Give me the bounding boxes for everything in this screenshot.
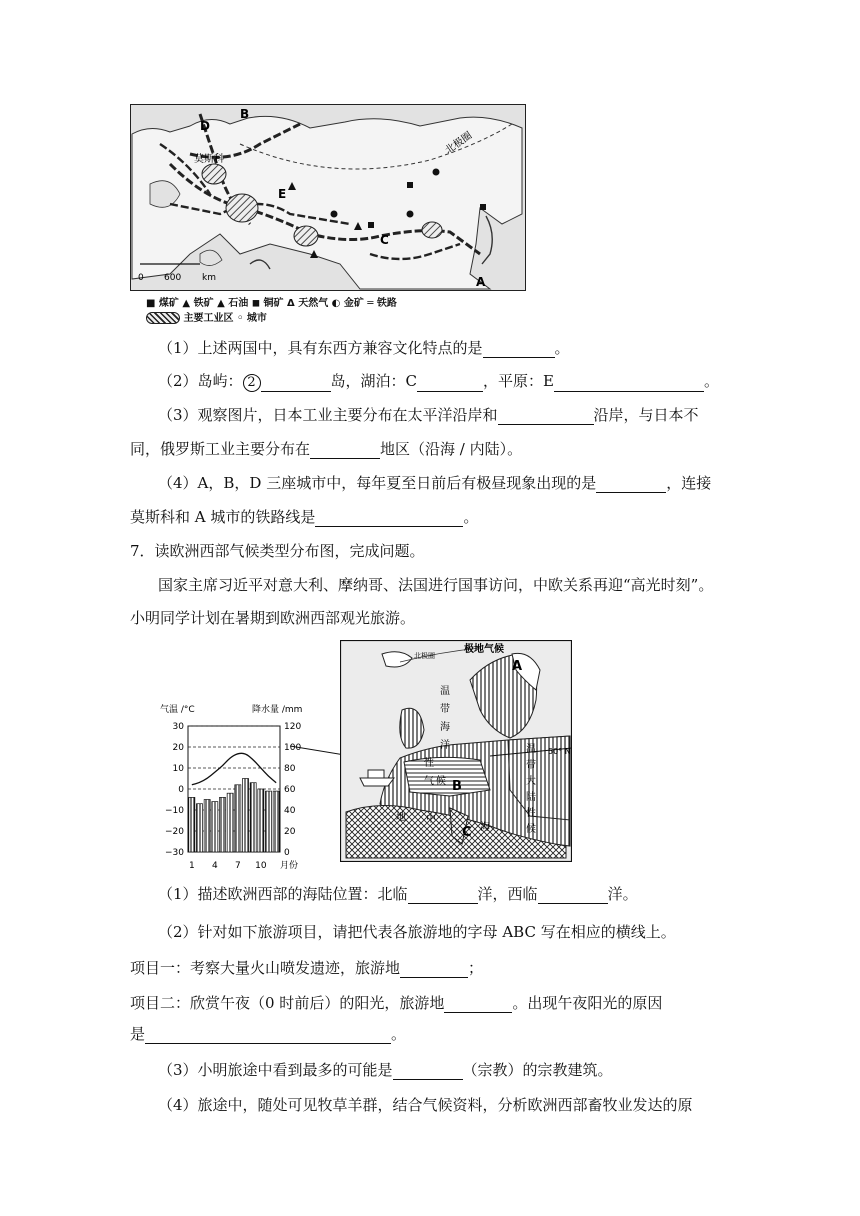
q6-part4-text-c: 莫斯科和 A 城市的铁路线是 <box>130 508 316 526</box>
russia-map <box>130 104 526 294</box>
scale-km: km <box>202 273 216 283</box>
q7-part3-text-b: （宗教）的宗教建筑。 <box>462 1061 613 1079</box>
q6-part2-text-c: ，平原：E <box>483 372 554 390</box>
map-label-arctic-circle: 北极圈 <box>443 130 475 157</box>
answer-blank[interactable] <box>261 375 331 392</box>
q6-part3-text-c: 同，俄罗斯工业主要分布在 <box>130 440 311 458</box>
scale-zero: 0 <box>138 273 144 283</box>
q7-part1-text: （1）描述欧洲西部的海陆位置：北临 <box>158 885 408 903</box>
coal-icon <box>368 222 374 228</box>
precip-tick-label: 100 <box>284 743 302 753</box>
map-label-e: E <box>278 187 287 201</box>
answer-blank[interactable] <box>554 375 704 392</box>
q6-part3-text: （3）观察图片，日本工业主要分布在太平洋沿岸和 <box>158 406 498 424</box>
precip-tick-label: 80 <box>284 764 296 774</box>
industrial-zone <box>226 194 258 222</box>
map-label-c: C <box>380 233 389 247</box>
temp-tick-label: 0 <box>178 785 184 795</box>
answer-blank[interactable] <box>417 375 483 392</box>
q6-part2-text-b: 岛，湖泊：C <box>330 372 418 390</box>
climate-char: 中 <box>426 814 436 825</box>
answer-blank[interactable] <box>408 887 478 904</box>
climate-char: 洋 <box>440 740 450 751</box>
answer-blank[interactable] <box>538 887 608 904</box>
q7-project2-text-c: 是 <box>130 1025 146 1043</box>
q7-intro-line1: 国家主席习近平对意大利、摩纳哥、法国进行国事访问，中欧关系再迎“高光时刻”。 <box>158 576 714 594</box>
coal-icon <box>480 204 486 210</box>
climate-char: 海 <box>440 722 450 733</box>
answer-blank[interactable] <box>483 341 555 358</box>
answer-blank[interactable] <box>310 442 380 459</box>
temperature-curve <box>192 753 276 785</box>
q6-part4-text-b: ，连接 <box>666 474 712 492</box>
temp-tick-label: −10 <box>165 806 184 816</box>
map-label-b: B <box>452 779 462 794</box>
precip-tick-label: 60 <box>284 785 296 795</box>
scale-600: 600 <box>164 273 182 283</box>
climate-char: 带 <box>526 760 536 771</box>
q6-part2-text: （2）岛屿： <box>158 372 243 390</box>
q7-project1 <box>130 958 483 978</box>
climate-char: 带 <box>440 704 450 715</box>
precipitation-bar <box>258 789 264 852</box>
temp-tick-label: −20 <box>165 827 184 837</box>
q7-part2: （2）针对如下旅游项目，请把代表各旅游地的字母 ABC 写在相应的横线上。 <box>158 923 676 941</box>
gold-icon <box>331 211 338 218</box>
climate-char: 陆 <box>526 792 536 803</box>
q6-part3-text-d: 地区（沿海 / 内陆）。 <box>380 440 523 458</box>
climate-char: 大 <box>526 776 536 787</box>
map-label-a: A <box>512 659 523 674</box>
answer-blank[interactable] <box>596 476 666 493</box>
q7-project2-text-b: 。出现午夜阳光的原因 <box>512 994 663 1012</box>
precip-tick-label: 40 <box>284 806 296 816</box>
russia-map-legend-2 <box>146 309 267 324</box>
month-tick-label: 4 <box>211 861 218 871</box>
q6-part2 <box>158 371 719 392</box>
climate-char: 地 <box>396 812 406 823</box>
industrial-zone <box>294 226 318 246</box>
precipitation-bar <box>242 779 248 853</box>
q6-part4-line2 <box>130 507 478 527</box>
map-label-b: B <box>240 107 250 121</box>
climate-char: 候 <box>436 776 446 787</box>
precipitation-bar <box>265 791 271 852</box>
q7-project1-text: 项目一：考察大量火山喷发遗迹，旅游地 <box>130 959 401 977</box>
precipitation-bar <box>212 802 218 852</box>
industrial-zone-swatch <box>146 312 180 324</box>
q6-part2-end: 。 <box>703 372 719 390</box>
q7-project2-end: 。 <box>391 1025 407 1043</box>
answer-blank[interactable] <box>393 1063 463 1080</box>
answer-blank[interactable] <box>145 1027 391 1044</box>
month-tick-label: 1 <box>188 861 195 871</box>
precipitation-bar <box>227 793 233 852</box>
climate-char: 候 <box>526 824 536 835</box>
q6-part1 <box>158 338 570 358</box>
map-label-lat50: 50° N <box>548 747 571 756</box>
precipitation-bar <box>273 791 279 852</box>
climate-char: 温 <box>440 686 450 697</box>
q6-part1-text: （1）上述两国中，具有东西方兼容文化特点的是 <box>158 339 483 357</box>
q6-part3-line1 <box>158 405 699 425</box>
gold-icon <box>407 211 414 218</box>
answer-blank[interactable] <box>498 408 594 425</box>
europe-climate-map <box>340 640 572 862</box>
q7-project2-text: 项目二：欣赏午夜（0 时前后）的阳光，旅游地 <box>130 994 445 1012</box>
map-label-c: C <box>462 825 472 840</box>
temp-tick-label: 20 <box>172 743 184 753</box>
climate-char: 气 <box>424 776 434 787</box>
q7-part3-text: （3）小明旅途中看到最多的可能是 <box>158 1061 393 1079</box>
precipitation-bar <box>219 797 225 852</box>
q7-project2-line1 <box>130 993 662 1013</box>
climate-char: 温 <box>526 744 536 755</box>
month-tick-label: 10 <box>255 861 267 871</box>
q7-intro-line2: 小明同学计划在暑期到欧洲西部观光旅游。 <box>130 609 416 627</box>
map-label-polar: 极地气候 <box>464 644 504 655</box>
map-label-d: D <box>200 119 210 133</box>
precipitation-bar <box>204 800 210 853</box>
q7-project2-line2 <box>130 1024 406 1044</box>
q6-part4-text: （4）A，B，D 三座城市中，每年夏至日前后有极昼现象出现的是 <box>158 474 597 492</box>
q7-part3 <box>158 1060 613 1080</box>
q7-part4: （4）旅途中，随处可见牧草羊群，结合气候资料，分析欧洲西部畜牧业发达的原 <box>158 1096 693 1114</box>
precipitation-bar <box>235 785 241 852</box>
month-tick-label: 7 <box>234 861 241 871</box>
precip-tick-label: 20 <box>284 827 296 837</box>
climate-char: 性 <box>424 758 434 769</box>
temp-tick-label: 10 <box>172 764 184 774</box>
q7-part1-text-b: 洋，西临 <box>477 885 538 903</box>
coal-icon <box>407 182 413 188</box>
q7-project1-end: ； <box>468 959 484 977</box>
precip-tick-label: 120 <box>284 722 302 732</box>
precip-tick-label: 0 <box>284 848 290 858</box>
climate-char: 海 <box>480 822 490 833</box>
precipitation-bar <box>250 783 256 852</box>
map-label-a: A <box>476 275 486 289</box>
russia-map-legend-1: ■ 煤矿 ▲ 铁矿 ▲ 石油 ◼ 铜矿 Δ 天然气 ◐ 金矿 ═ 铁路 <box>146 298 397 309</box>
map-label-moscow: 莫斯科 <box>194 154 224 165</box>
q6-part3-line2 <box>130 439 522 459</box>
map-label-arctic: 北极圈 <box>414 652 435 660</box>
q6-part1-end: 。 <box>554 339 570 357</box>
industrial-zone <box>202 164 226 184</box>
temp-tick-label: −30 <box>165 848 184 858</box>
climate-chart <box>160 702 342 872</box>
month-unit: 月份 <box>280 861 299 871</box>
answer-blank[interactable] <box>315 510 463 527</box>
legend-text-2: 主要工业区 ◦ 城市 <box>183 313 267 324</box>
q6-part4-end: 。 <box>463 508 479 526</box>
q7-part1 <box>158 884 638 904</box>
gold-icon <box>433 169 440 176</box>
precipitation-bar <box>196 804 202 852</box>
circled-number: 2 <box>243 374 261 392</box>
chart-ylabel-right: 降水量 /mm <box>252 705 303 715</box>
chart-ylabel-left: 气温 /°C <box>160 705 195 715</box>
temp-tick-label: 30 <box>172 722 184 732</box>
industrial-zone <box>422 222 442 238</box>
q7-title: 7．读欧洲西部气候类型分布图，完成问题。 <box>130 542 425 560</box>
climate-char: 性 <box>526 808 536 819</box>
q6-part4-line1 <box>158 473 711 493</box>
precipitation-bar <box>189 797 195 852</box>
answer-blank[interactable] <box>400 961 468 978</box>
answer-blank[interactable] <box>444 996 512 1013</box>
q7-part1-end: 洋。 <box>607 885 638 903</box>
q6-part3-text-b: 沿岸，与日本不 <box>593 406 699 424</box>
